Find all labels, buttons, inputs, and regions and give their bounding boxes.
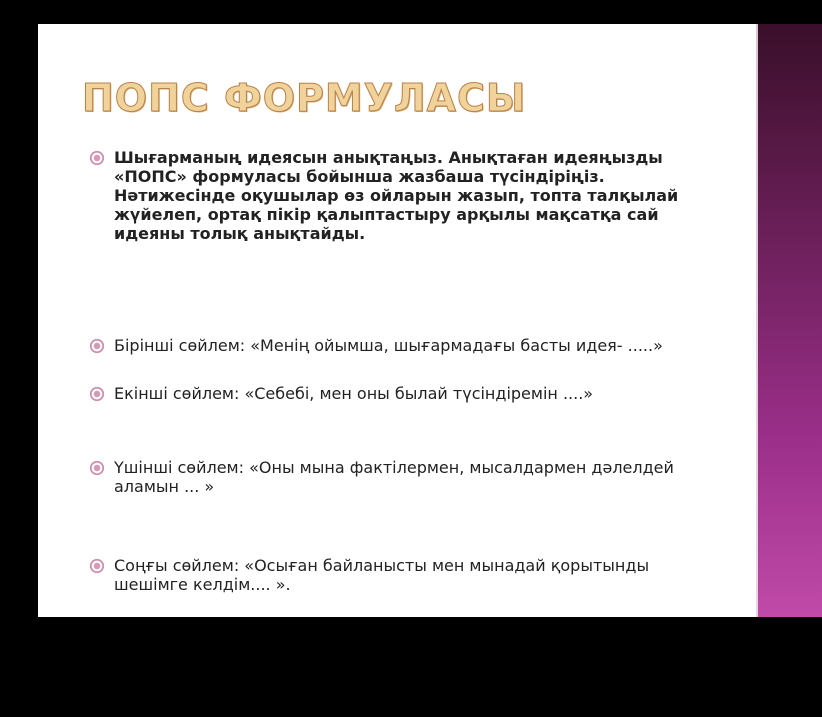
bullet-text: Үшінші сөйлем: «Оны мына фактілермен, мысалдармен дәлелдей аламын ... » xyxy=(114,458,674,496)
bullet-item xyxy=(90,148,690,243)
bullet-text: Шығарманың идеясын анықтаңыз. Анықтаған идеяңызды «ПОПС» формуласы бойынша жазбаша түсіндіріңіз. Нәтижесінде оқушылар өз ойларын жазып, топта талқылай жүйелеп, ортақ пікір қалыптастыру арқылы мақсатқа сай идеяны толық анықтайды. xyxy=(114,148,679,243)
bullet-item xyxy=(90,336,690,355)
bullet-item xyxy=(90,458,690,496)
slide-decorative-edge xyxy=(756,24,758,617)
bullet-icon xyxy=(90,339,104,353)
bullet-item xyxy=(90,556,690,594)
bullet-icon xyxy=(90,461,104,475)
bullet-text: Соңғы сөйлем: «Осыған байланысты мен мынадай қорытынды шешімге келдім.... ». xyxy=(114,556,650,594)
presentation-slide xyxy=(38,24,822,617)
slide-decorative-band xyxy=(758,24,822,617)
bullet-item xyxy=(90,384,690,403)
bullet-text: Бірінші сөйлем: «Менің ойымша, шығармадағы басты идея- .....» xyxy=(114,336,663,355)
bullet-icon xyxy=(90,559,104,573)
bullet-icon xyxy=(90,151,104,165)
bullet-icon xyxy=(90,387,104,401)
slide-title: ПОПС ФОРМУЛАСЫ xyxy=(82,76,527,120)
bullet-text: Екінші сөйлем: «Себебі, мен оны былай түсіндіремін ....» xyxy=(114,384,594,403)
